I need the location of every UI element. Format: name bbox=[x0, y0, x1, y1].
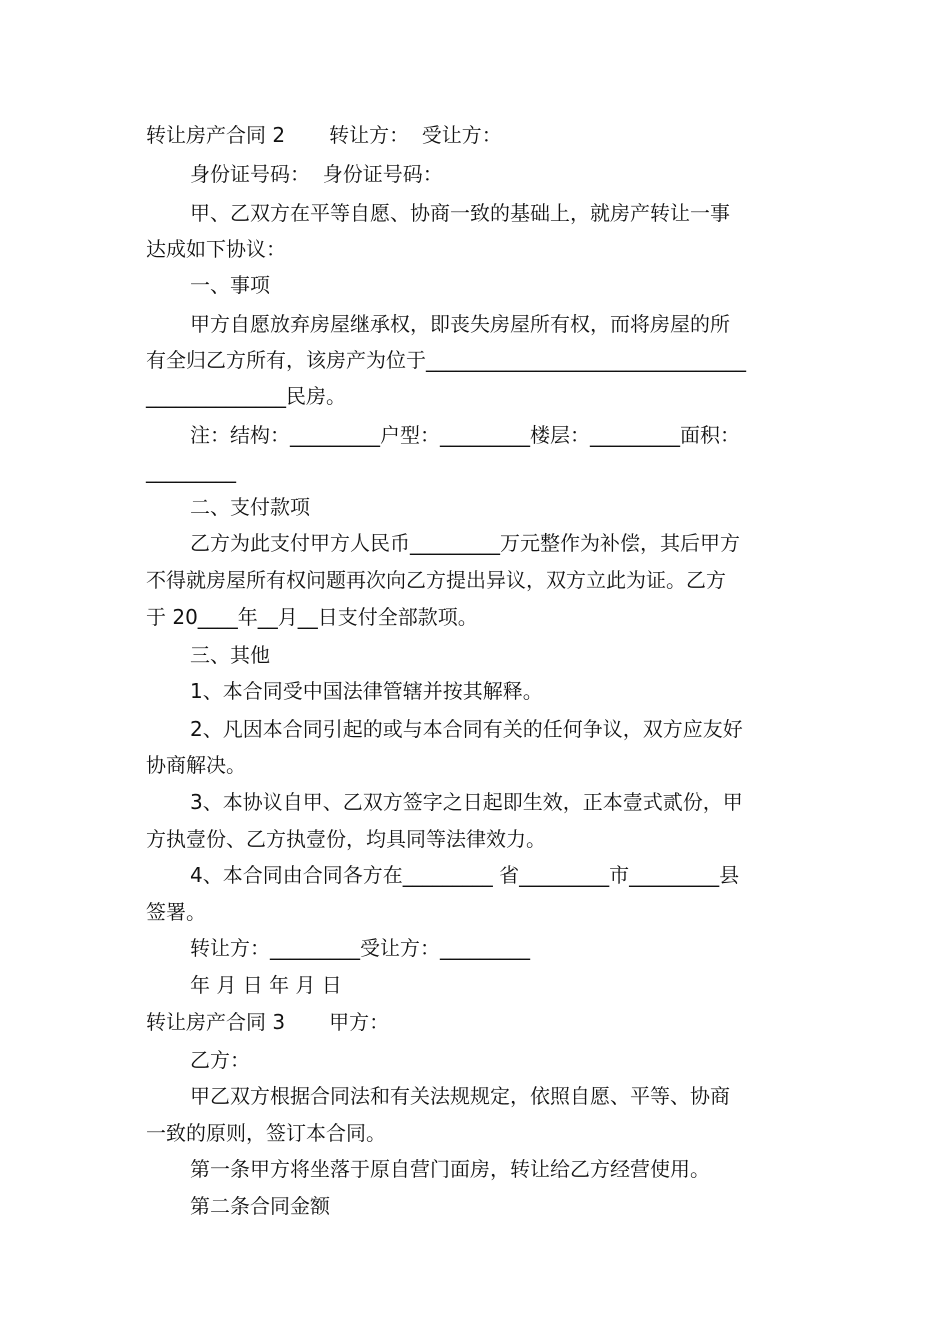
signature-line: 转让方：_________受让方：_________ bbox=[190, 936, 530, 960]
paragraph-line: 注：结构：_________户型：_________楼层：_________面积： bbox=[190, 423, 740, 447]
paragraph-line: 第一条甲方将坐落于原自营门面房，转让给乙方经营使用。 bbox=[190, 1157, 710, 1181]
contract-2-heading bbox=[146, 121, 816, 149]
party-b-label: 乙方： bbox=[190, 1048, 250, 1072]
date-line: 年 月 日 年 月 日 bbox=[190, 973, 342, 997]
paragraph-line: 4、本合同由合同各方在_________ 省_________市_________县 bbox=[190, 863, 740, 887]
paragraph-line: ______________民房。 bbox=[146, 384, 346, 408]
contract-3-heading bbox=[146, 1008, 816, 1036]
id-number-line: 身份证号码： 身份证号码： bbox=[190, 162, 443, 186]
paragraph-line: 甲、乙双方在平等自愿、协商一致的基础上，就房产转让一事 bbox=[190, 201, 730, 225]
section-heading: 一、事项 bbox=[190, 273, 270, 297]
contract-title: 转让房产合同 2 bbox=[146, 123, 286, 147]
paragraph-line: 有全归乙方所有，该房产为位于________________________________ bbox=[146, 348, 746, 372]
section-heading: 第二条合同金额 bbox=[190, 1194, 330, 1218]
paragraph-line: 达成如下协议： bbox=[146, 237, 286, 261]
paragraph-line: 于 20____年__月__日支付全部款项。 bbox=[146, 605, 478, 629]
contract-title: 转让房产合同 3 bbox=[146, 1010, 286, 1034]
paragraph-line: 方执壹份、乙方执壹份，均具同等法律效力。 bbox=[146, 827, 546, 851]
paragraph-line: 3、本协议自甲、乙双方签字之日起即生效，正本壹式贰份，甲 bbox=[190, 790, 743, 814]
paragraph-line: 一致的原则，签订本合同。 bbox=[146, 1121, 386, 1145]
paragraph-line: 不得就房屋所有权问题再次向乙方提出异议，双方立此为证。乙方 bbox=[146, 568, 726, 592]
paragraph-line: 甲方自愿放弃房屋继承权，即丧失房屋所有权，而将房屋的所 bbox=[190, 312, 730, 336]
paragraph-line: 1、本合同受中国法律管辖并按其解释。 bbox=[190, 679, 543, 703]
section-heading: 三、其他 bbox=[190, 643, 270, 667]
parties-label: 转让方： 受让方： bbox=[329, 123, 502, 147]
paragraph-line: 甲乙双方根据合同法和有关法规规定，依照自愿、平等、协商 bbox=[190, 1084, 730, 1108]
paragraph-line: 2、凡因本合同引起的或与本合同有关的任何争议，双方应友好 bbox=[190, 717, 743, 741]
paragraph-line: 协商解决。 bbox=[146, 753, 246, 777]
party-a-label: 甲方： bbox=[329, 1010, 390, 1034]
paragraph-line: _________ bbox=[146, 459, 236, 483]
paragraph-line: 签署。 bbox=[146, 900, 206, 924]
section-heading: 二、支付款项 bbox=[190, 495, 310, 519]
paragraph-line: 乙方为此支付甲方人民币_________万元整作为补偿，其后甲方 bbox=[190, 531, 740, 555]
